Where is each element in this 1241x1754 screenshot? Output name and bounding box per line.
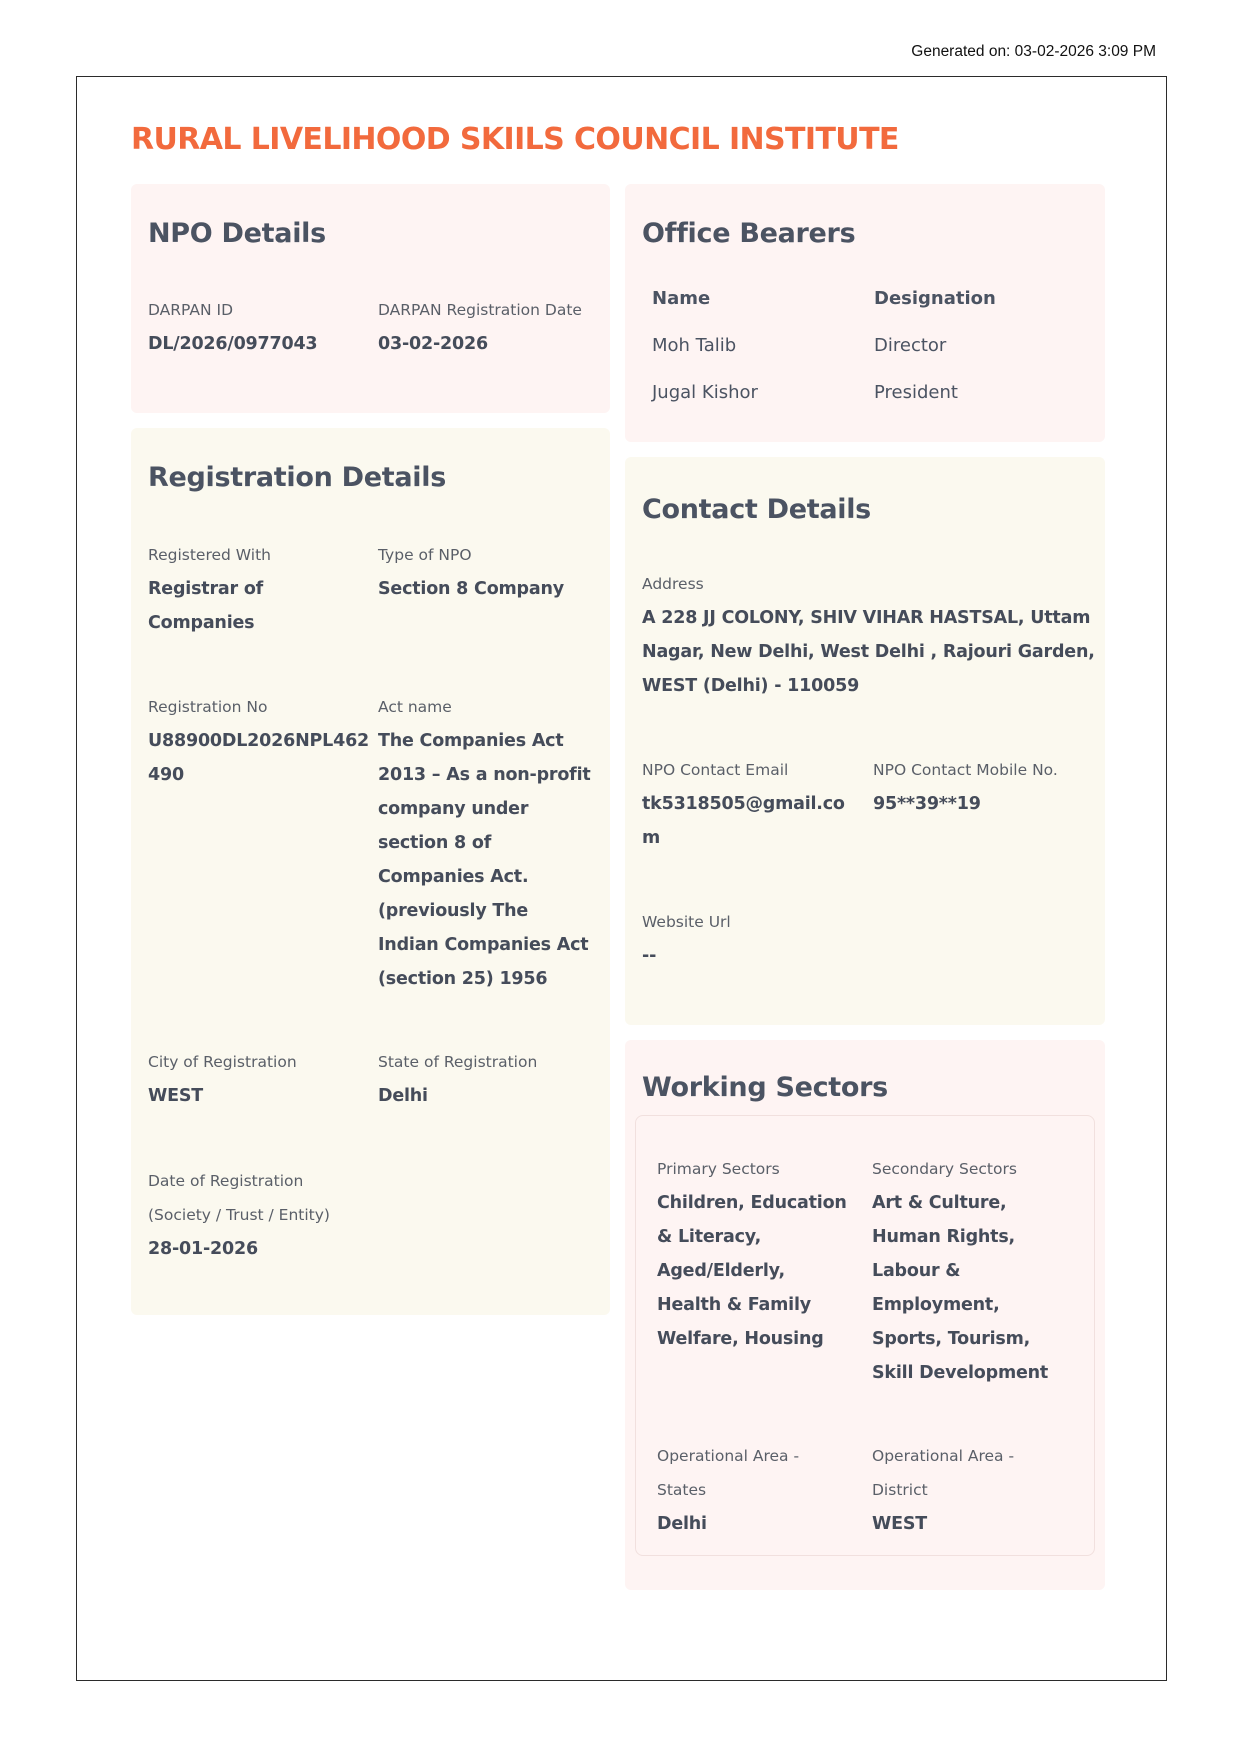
op-area-states-label-line1: Operational Area - [657,1447,800,1465]
secondary-sector-line: Human Rights, [872,1227,1015,1247]
primary-sector-line: Health & Family [657,1295,811,1315]
working-sectors-card [625,1040,1105,1590]
secondary-sector-line: Art & Culture, [872,1193,1007,1213]
organization-title: RURAL LIVELIHOOD SKIILS COUNCIL INSTITUTE [131,122,899,157]
primary-sector-line: Children, Education [657,1193,847,1213]
office-bearers-heading: Office Bearers [642,218,856,249]
registered-with-value-line2: Companies [148,613,255,633]
address-line: A 228 JJ COLONY, SHIV VIHAR HASTSAL, Uttam [642,608,1091,628]
primary-sector-line: & Literacy, [657,1227,762,1247]
column-header-name: Name [652,288,711,309]
darpan-date-value: 03-02-2026 [378,334,488,354]
city-label: City of Registration [148,1053,297,1071]
mobile-label: NPO Contact Mobile No. [873,761,1058,779]
act-name-line: 2013 – As a non-profit [378,765,591,785]
darpan-id-value: DL/2026/0977043 [148,334,318,354]
registration-no-value-line2: 490 [148,765,184,785]
office-bearers-card [625,184,1105,442]
state-label: State of Registration [378,1053,538,1071]
sectors-inner-box [635,1115,1095,1556]
op-area-states-label-line2: States [657,1481,707,1499]
contact-details-heading: Contact Details [642,494,871,525]
op-area-district-label-line2: District [872,1481,928,1499]
secondary-sector-line: Sports, Tourism, [872,1329,1031,1349]
address-line: WEST (Delhi) - 110059 [642,676,860,696]
npo-details-heading: NPO Details [148,218,326,249]
state-value: Delhi [378,1086,428,1106]
address-label: Address [642,575,704,593]
act-name-line: The Companies Act [378,731,564,751]
act-name-line: (previously The [378,901,529,921]
darpan-id-label: DARPAN ID [148,301,234,319]
email-value-line2: m [642,828,661,848]
op-area-district-label-line1: Operational Area - [872,1447,1015,1465]
registration-date-label-line2: (Society / Trust / Entity) [148,1206,330,1224]
registration-date-label-line1: Date of Registration [148,1172,304,1190]
bearer-name: Jugal Kishor [652,382,758,403]
email-label: NPO Contact Email [642,761,789,779]
primary-sectors-label: Primary Sectors [657,1160,780,1178]
registration-no-value-line1: U88900DL2026NPL462 [148,731,370,751]
secondary-sector-line: Employment, [872,1295,1000,1315]
npo-type-value: Section 8 Company [378,579,564,599]
city-value: WEST [148,1086,203,1106]
darpan-date-label: DARPAN Registration Date [378,301,582,319]
secondary-sector-line: Skill Development [872,1363,1049,1383]
registered-with-label: Registered With [148,546,271,564]
primary-sector-line: Welfare, Housing [657,1329,824,1349]
website-value: -- [642,946,657,966]
act-name-line: Indian Companies Act [378,935,589,955]
npo-details-card [131,184,610,413]
npo-type-label: Type of NPO [378,546,472,564]
bearer-designation: President [874,382,958,403]
registration-no-label: Registration No [148,698,268,716]
act-name-line: Companies Act. [378,867,529,887]
act-name-label: Act name [378,698,452,716]
registration-date-value: 28-01-2026 [148,1239,258,1259]
email-value-line1: tk5318505@gmail.co [642,794,845,814]
registration-details-heading: Registration Details [148,462,446,493]
generated-timestamp: Generated on: 03-02-2026 3:09 PM [911,43,1156,60]
bearer-name: Moh Talib [652,335,737,356]
act-name-line: (section 25) 1956 [378,969,548,989]
mobile-value: 95**39**19 [873,794,981,814]
bearer-designation: Director [874,335,947,356]
secondary-sector-line: Labour & [872,1261,961,1281]
op-area-district-value: WEST [872,1514,927,1534]
website-label: Website Url [642,913,731,931]
registration-details-card [131,428,610,1315]
secondary-sectors-label: Secondary Sectors [872,1160,1017,1178]
registered-with-value-line1: Registrar of [148,579,264,599]
op-area-states-value: Delhi [657,1514,707,1534]
act-name-line: section 8 of [378,833,492,853]
address-line: Nagar, New Delhi, West Delhi , Rajouri Garden, [642,642,1095,662]
act-name-line: company under [378,799,529,819]
primary-sector-line: Aged/Elderly, [657,1261,785,1281]
column-header-designation: Designation [874,288,996,309]
working-sectors-heading: Working Sectors [642,1072,888,1103]
contact-details-card [625,457,1105,1025]
